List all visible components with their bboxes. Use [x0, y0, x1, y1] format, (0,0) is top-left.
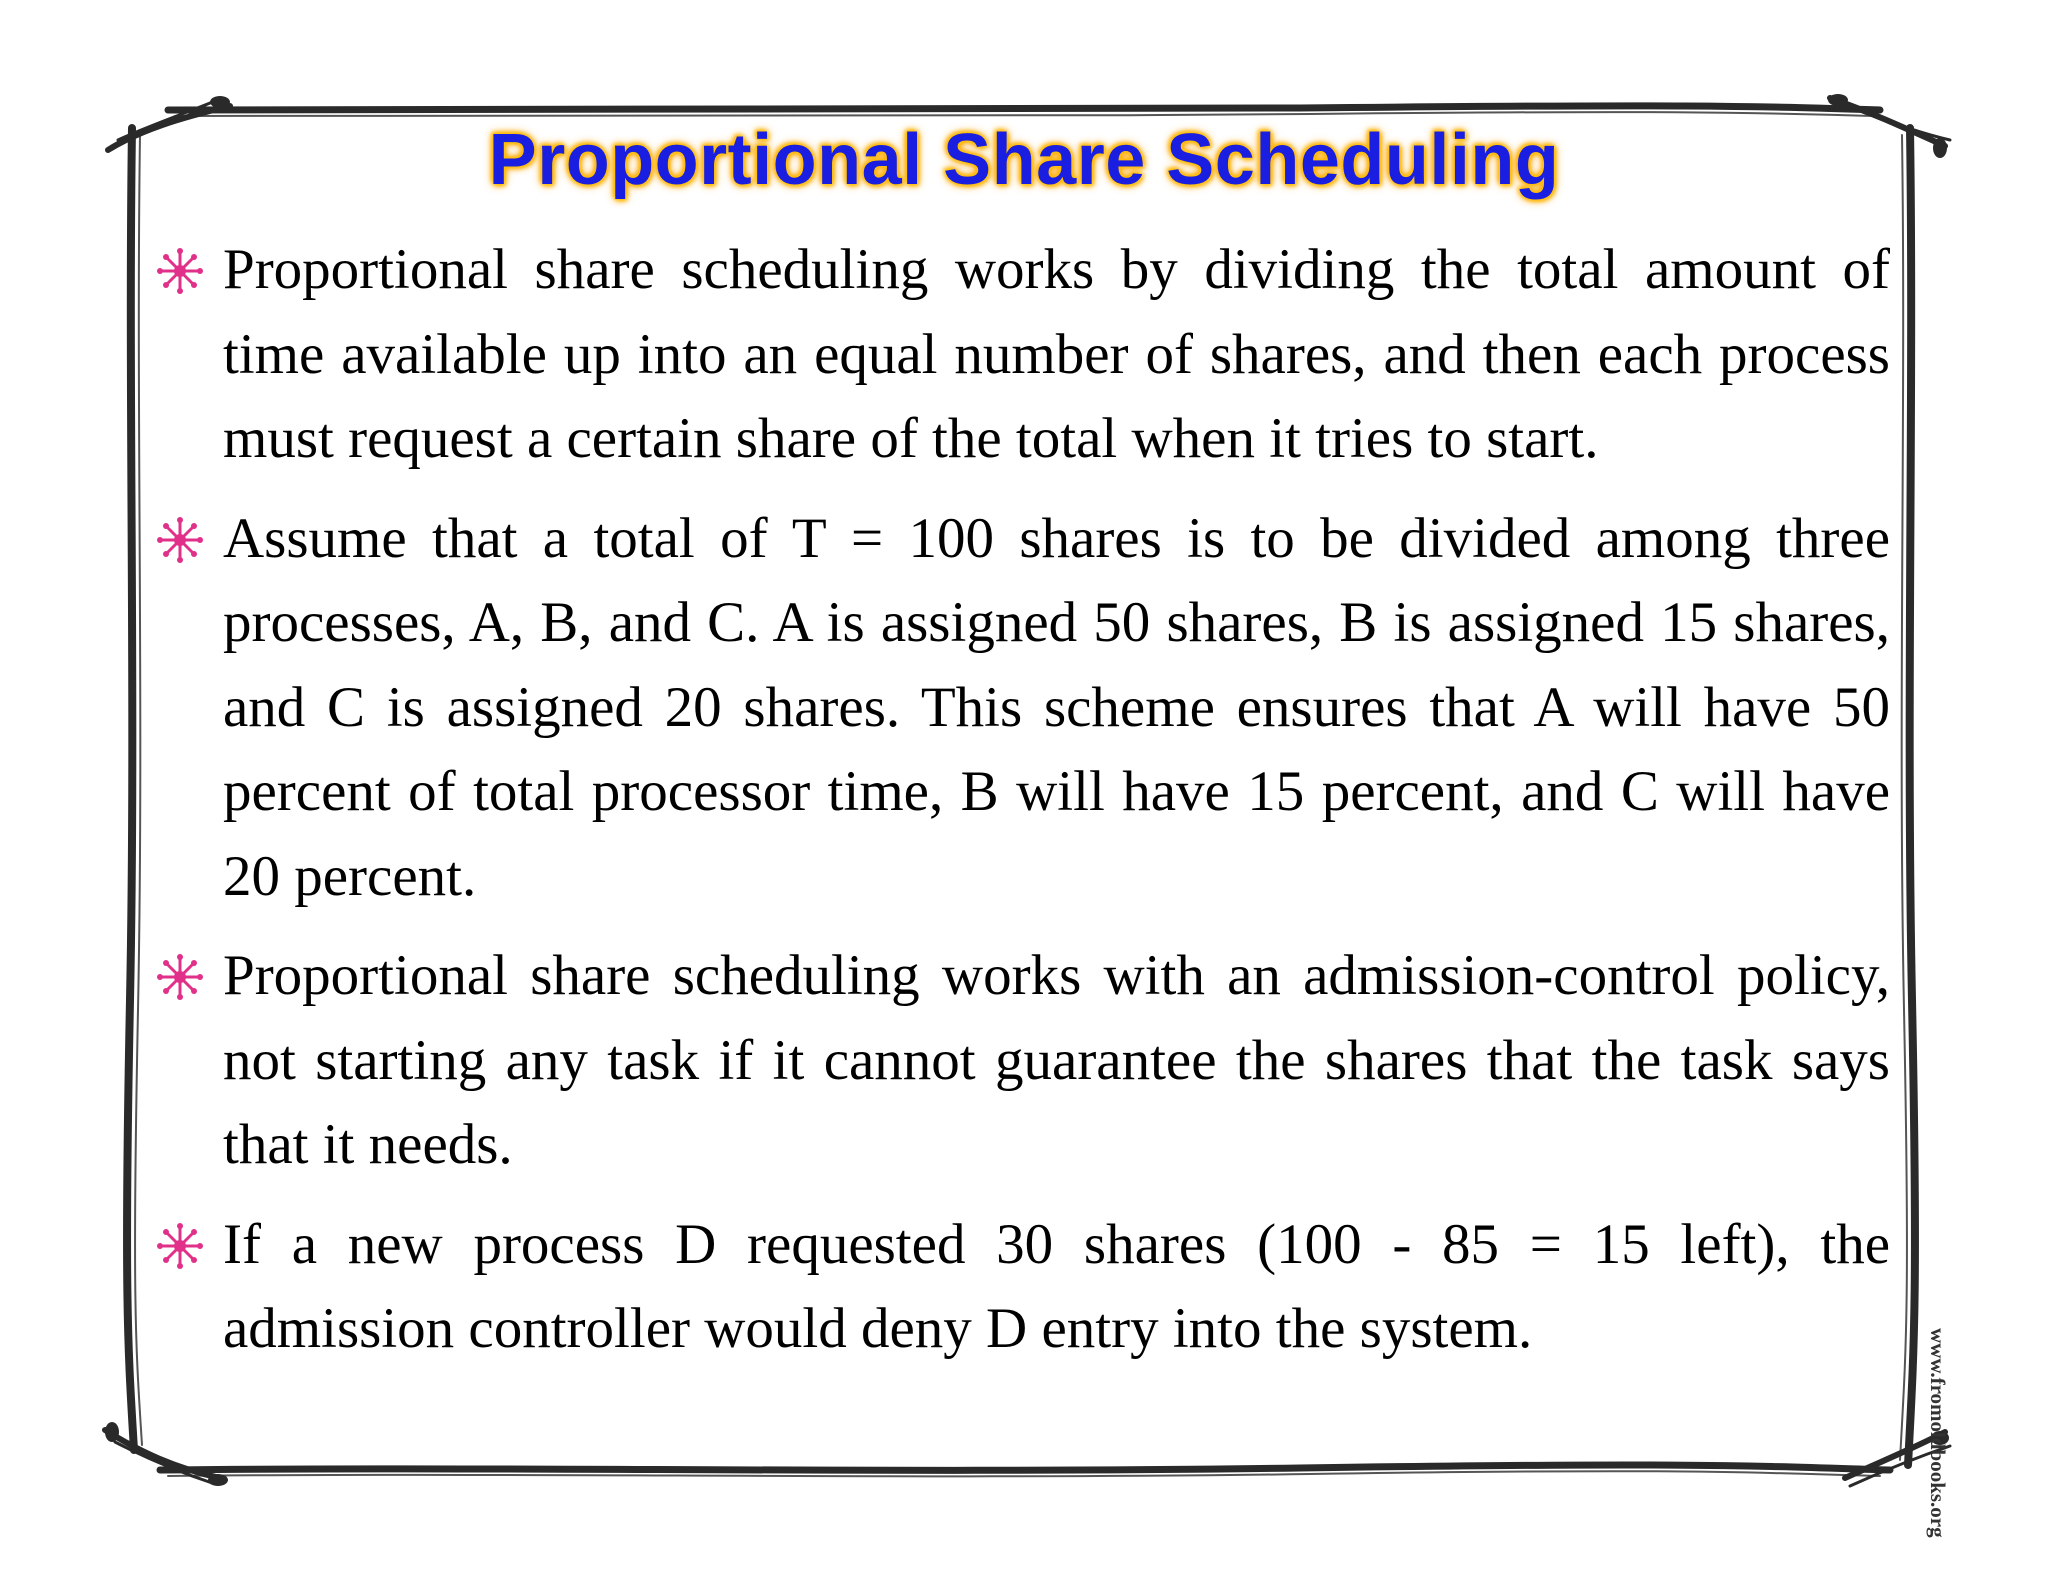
bullet-text: If a new process D requested 30 shares (100 - 85 = 15 left), the admission controller would deny D entry into the system. — [223, 1212, 1890, 1360]
bullet-text: Assume that a total of T = 100 shares is to be divided among three processes, A, B, and C. A is assigned 50 shares, B is assigned 15 shares, and C is assigned 20 shares. This scheme ensures that A will have 50 percent of total processor time, B will have 15 percent, and C will have 20 percent. — [223, 506, 1890, 908]
watermark-text: www.fromoldbooks.org — [1926, 1328, 1950, 1538]
bullet-list — [155, 228, 1890, 1387]
bullet-text: Proportional share scheduling works with an admission-control policy, not starting any task if it cannot guarantee the shares that the task says that it needs. — [223, 944, 1890, 1176]
bullet-text: Proportional share scheduling works by dividing the total amount of time available up into an equal number of shares, and then each process must request a certain share of the total when it tries to start. — [223, 238, 1890, 470]
pink-flower-bullet-icon — [155, 515, 205, 565]
slide-title: Proportional Share Scheduling — [488, 120, 1560, 200]
bullet-item — [155, 934, 1890, 1188]
pink-flower-bullet-icon — [155, 952, 205, 1002]
bullet-item — [155, 1203, 1890, 1372]
pink-flower-bullet-icon — [155, 1221, 205, 1271]
watermark — [1920, 1328, 1960, 1538]
pink-flower-bullet-icon — [155, 246, 205, 296]
bullet-item — [155, 497, 1890, 920]
bullet-item — [155, 228, 1890, 482]
